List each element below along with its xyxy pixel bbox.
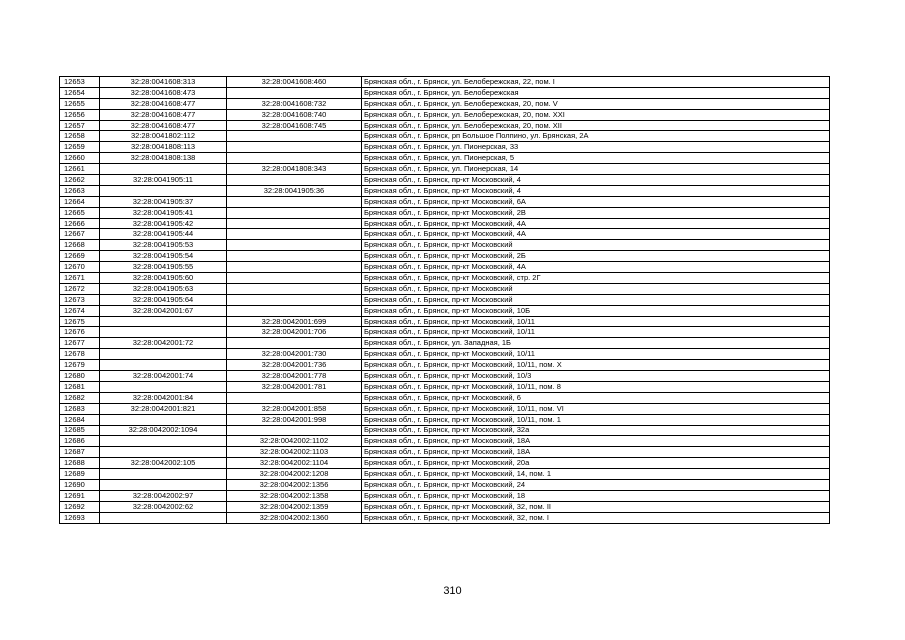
object-cadastral-number-cell: 32:28:0042002:1360 — [227, 512, 362, 523]
address-cell: Брянская обл., г. Брянск, пр-кт Московский, 2В — [362, 207, 830, 218]
land-cadastral-number-cell — [100, 360, 227, 371]
address-cell: Брянская обл., г. Брянск, пр-кт Московский, 10/11, пом. VI — [362, 403, 830, 414]
table-row — [60, 283, 830, 294]
row-number-cell: 12657 — [60, 120, 100, 131]
table-row — [60, 512, 830, 523]
object-cadastral-number-cell — [227, 273, 362, 284]
land-cadastral-number-cell: 32:28:0042001:74 — [100, 371, 227, 382]
object-cadastral-number-cell — [227, 196, 362, 207]
object-cadastral-number-cell — [227, 262, 362, 273]
land-cadastral-number-cell: 32:28:0041808:113 — [100, 142, 227, 153]
row-number-cell: 12680 — [60, 371, 100, 382]
table-row — [60, 436, 830, 447]
address-cell: Брянская обл., г. Брянск, пр-кт Московский, 32а — [362, 425, 830, 436]
object-cadastral-number-cell — [227, 142, 362, 153]
land-cadastral-number-cell: 32:28:0041802:112 — [100, 131, 227, 142]
row-number-cell: 12692 — [60, 501, 100, 512]
land-cadastral-number-cell: 32:28:0041905:60 — [100, 273, 227, 284]
land-cadastral-number-cell — [100, 469, 227, 480]
address-cell: Брянская обл., г. Брянск, ул. Пионерская, 14 — [362, 164, 830, 175]
address-cell: Брянская обл., г. Брянск, пр-кт Московский, 10/3 — [362, 371, 830, 382]
address-cell: Брянская обл., г. Брянск, пр-кт Московский, 10/11, пом. 1 — [362, 414, 830, 425]
land-cadastral-number-cell — [100, 316, 227, 327]
object-cadastral-number-cell — [227, 251, 362, 262]
object-cadastral-number-cell: 32:28:0041608:460 — [227, 77, 362, 88]
object-cadastral-number-cell — [227, 425, 362, 436]
object-cadastral-number-cell — [227, 207, 362, 218]
row-number-cell: 12693 — [60, 512, 100, 523]
row-number-cell: 12678 — [60, 349, 100, 360]
address-cell: Брянская обл., г. Брянск, ул. Белобережская, 22, пом. I — [362, 77, 830, 88]
object-cadastral-number-cell: 32:28:0042002:1356 — [227, 479, 362, 490]
address-cell: Брянская обл., г. Брянск, пр-кт Московский, стр. 2Г — [362, 273, 830, 284]
land-cadastral-number-cell: 32:28:0041905:53 — [100, 240, 227, 251]
row-number-cell: 12660 — [60, 153, 100, 164]
address-cell: Брянская обл., г. Брянск, пр-кт Московский, 14, пом. 1 — [362, 469, 830, 480]
row-number-cell: 12685 — [60, 425, 100, 436]
object-cadastral-number-cell — [227, 283, 362, 294]
table-row — [60, 425, 830, 436]
land-cadastral-number-cell — [100, 479, 227, 490]
row-number-cell: 12670 — [60, 262, 100, 273]
land-cadastral-number-cell: 32:28:0042002:1094 — [100, 425, 227, 436]
object-cadastral-number-cell: 32:28:0041608:745 — [227, 120, 362, 131]
address-cell: Брянская обл., г. Брянск, пр-кт Московский, 10/11, пом. X — [362, 360, 830, 371]
row-number-cell: 12663 — [60, 185, 100, 196]
table-row — [60, 251, 830, 262]
row-number-cell: 12668 — [60, 240, 100, 251]
address-cell: Брянская обл., г. Брянск, пр-кт Московский, 32, пом. II — [362, 501, 830, 512]
address-cell: Брянская обл., г. Брянск, пр-кт Московский, 4А — [362, 218, 830, 229]
object-cadastral-number-cell: 32:28:0042001:706 — [227, 327, 362, 338]
address-cell: Брянская обл., г. Брянск, ул. Пионерская, 33 — [362, 142, 830, 153]
row-number-cell: 12671 — [60, 273, 100, 284]
table-row — [60, 349, 830, 360]
land-cadastral-number-cell: 32:28:0041905:44 — [100, 229, 227, 240]
address-cell: Брянская обл., г. Брянск, ул. Белобережская, 20, пом. XXI — [362, 109, 830, 120]
object-cadastral-number-cell — [227, 87, 362, 98]
object-cadastral-number-cell: 32:28:0042002:1359 — [227, 501, 362, 512]
land-cadastral-number-cell: 32:28:0042001:72 — [100, 338, 227, 349]
row-number-cell: 12654 — [60, 87, 100, 98]
table-row — [60, 371, 830, 382]
table-row — [60, 316, 830, 327]
land-cadastral-number-cell: 32:28:0041905:42 — [100, 218, 227, 229]
land-cadastral-number-cell: 32:28:0041608:477 — [100, 109, 227, 120]
table-row — [60, 196, 830, 207]
object-cadastral-number-cell: 32:28:0042001:781 — [227, 381, 362, 392]
table-body — [60, 77, 830, 524]
row-number-cell: 12659 — [60, 142, 100, 153]
row-number-cell: 12658 — [60, 131, 100, 142]
address-cell: Брянская обл., г. Брянск, пр-кт Московский, 4 — [362, 175, 830, 186]
row-number-cell: 12665 — [60, 207, 100, 218]
object-cadastral-number-cell — [227, 240, 362, 251]
table-row — [60, 490, 830, 501]
address-cell: Брянская обл., г. Брянск, пр-кт Московский, 6А — [362, 196, 830, 207]
address-cell: Брянская обл., г. Брянск, ул. Пионерская, 5 — [362, 153, 830, 164]
object-cadastral-number-cell: 32:28:0041608:732 — [227, 98, 362, 109]
land-cadastral-number-cell — [100, 381, 227, 392]
object-cadastral-number-cell: 32:28:0041808:343 — [227, 164, 362, 175]
row-number-cell: 12664 — [60, 196, 100, 207]
table-row — [60, 142, 830, 153]
table-row — [60, 469, 830, 480]
land-cadastral-number-cell: 32:28:0041608:477 — [100, 120, 227, 131]
address-cell: Брянская обл., г. Брянск, пр-кт Московский, 10/11 — [362, 316, 830, 327]
row-number-cell: 12681 — [60, 381, 100, 392]
row-number-cell: 12687 — [60, 447, 100, 458]
row-number-cell: 12653 — [60, 77, 100, 88]
land-cadastral-number-cell: 32:28:0042001:821 — [100, 403, 227, 414]
land-cadastral-number-cell: 32:28:0041608:477 — [100, 98, 227, 109]
table-row — [60, 87, 830, 98]
object-cadastral-number-cell — [227, 175, 362, 186]
table-row — [60, 175, 830, 186]
address-cell: Брянская обл., г. Брянск, пр-кт Московский, 2Б — [362, 251, 830, 262]
object-cadastral-number-cell: 32:28:0042001:730 — [227, 349, 362, 360]
address-cell: Брянская обл., г. Брянск, пр-кт Московский — [362, 294, 830, 305]
row-number-cell: 12688 — [60, 458, 100, 469]
object-cadastral-number-cell: 32:28:0042002:1104 — [227, 458, 362, 469]
table-row — [60, 294, 830, 305]
address-cell: Брянская обл., г. Брянск, ул. Белобережская — [362, 87, 830, 98]
row-number-cell: 12669 — [60, 251, 100, 262]
land-cadastral-number-cell: 32:28:0041905:11 — [100, 175, 227, 186]
property-table — [59, 76, 830, 524]
address-cell: Брянская обл., г. Брянск, пр-кт Московский, 10/11, пом. 8 — [362, 381, 830, 392]
table-row — [60, 262, 830, 273]
object-cadastral-number-cell: 32:28:0041905:36 — [227, 185, 362, 196]
table-row — [60, 229, 830, 240]
address-cell: Брянская обл., г. Брянск, рп Большое Полпино, ул. Брянская, 2А — [362, 131, 830, 142]
object-cadastral-number-cell — [227, 338, 362, 349]
object-cadastral-number-cell: 32:28:0042001:858 — [227, 403, 362, 414]
land-cadastral-number-cell: 32:28:0042002:97 — [100, 490, 227, 501]
land-cadastral-number-cell: 32:28:0041905:54 — [100, 251, 227, 262]
land-cadastral-number-cell — [100, 447, 227, 458]
object-cadastral-number-cell: 32:28:0042002:1208 — [227, 469, 362, 480]
row-number-cell: 12672 — [60, 283, 100, 294]
land-cadastral-number-cell — [100, 414, 227, 425]
row-number-cell: 12667 — [60, 229, 100, 240]
table-row — [60, 240, 830, 251]
table-row — [60, 153, 830, 164]
row-number-cell: 12683 — [60, 403, 100, 414]
land-cadastral-number-cell: 32:28:0041608:473 — [100, 87, 227, 98]
land-cadastral-number-cell — [100, 436, 227, 447]
table-row — [60, 218, 830, 229]
table-row — [60, 327, 830, 338]
table-row — [60, 98, 830, 109]
address-cell: Брянская обл., г. Брянск, пр-кт Московский, 18 — [362, 490, 830, 501]
table-row — [60, 447, 830, 458]
row-number-cell: 12679 — [60, 360, 100, 371]
land-cadastral-number-cell: 32:28:0042002:105 — [100, 458, 227, 469]
object-cadastral-number-cell: 32:28:0042001:736 — [227, 360, 362, 371]
table-row — [60, 338, 830, 349]
address-cell: Брянская обл., г. Брянск, пр-кт Московский, 32, пом. I — [362, 512, 830, 523]
land-cadastral-number-cell: 32:28:0042001:67 — [100, 305, 227, 316]
row-number-cell: 12674 — [60, 305, 100, 316]
object-cadastral-number-cell: 32:28:0041608:740 — [227, 109, 362, 120]
land-cadastral-number-cell: 32:28:0041808:138 — [100, 153, 227, 164]
land-cadastral-number-cell — [100, 512, 227, 523]
land-cadastral-number-cell: 32:28:0041608:313 — [100, 77, 227, 88]
table-row — [60, 164, 830, 175]
object-cadastral-number-cell: 32:28:0042001:778 — [227, 371, 362, 382]
address-cell: Брянская обл., г. Брянск, ул. Белобережская, 20, пом. XII — [362, 120, 830, 131]
table-row — [60, 207, 830, 218]
land-cadastral-number-cell: 32:28:0042002:62 — [100, 501, 227, 512]
land-cadastral-number-cell — [100, 327, 227, 338]
object-cadastral-number-cell — [227, 153, 362, 164]
table-row — [60, 185, 830, 196]
row-number-cell: 12655 — [60, 98, 100, 109]
address-cell: Брянская обл., г. Брянск, пр-кт Московский, 20а — [362, 458, 830, 469]
table-row — [60, 77, 830, 88]
object-cadastral-number-cell — [227, 131, 362, 142]
address-cell: Брянская обл., г. Брянск, пр-кт Московский, 10Б — [362, 305, 830, 316]
address-cell: Брянская обл., г. Брянск, пр-кт Московский, 18А — [362, 447, 830, 458]
row-number-cell: 12656 — [60, 109, 100, 120]
table-row — [60, 120, 830, 131]
table-row — [60, 392, 830, 403]
land-cadastral-number-cell: 32:28:0041905:64 — [100, 294, 227, 305]
table-row — [60, 273, 830, 284]
land-cadastral-number-cell: 32:28:0041905:41 — [100, 207, 227, 218]
row-number-cell: 12675 — [60, 316, 100, 327]
address-cell: Брянская обл., г. Брянск, пр-кт Московский, 10/11 — [362, 327, 830, 338]
address-cell: Брянская обл., г. Брянск, пр-кт Московский — [362, 283, 830, 294]
object-cadastral-number-cell — [227, 294, 362, 305]
object-cadastral-number-cell — [227, 218, 362, 229]
land-cadastral-number-cell: 32:28:0041905:63 — [100, 283, 227, 294]
address-cell: Брянская обл., г. Брянск, ул. Западная, 1Б — [362, 338, 830, 349]
address-cell: Брянская обл., г. Брянск, пр-кт Московский, 6 — [362, 392, 830, 403]
row-number-cell: 12677 — [60, 338, 100, 349]
land-cadastral-number-cell — [100, 349, 227, 360]
table-row — [60, 305, 830, 316]
object-cadastral-number-cell — [227, 305, 362, 316]
row-number-cell: 12690 — [60, 479, 100, 490]
address-cell: Брянская обл., г. Брянск, пр-кт Московский, 10/11 — [362, 349, 830, 360]
table-row — [60, 360, 830, 371]
row-number-cell: 12676 — [60, 327, 100, 338]
address-cell: Брянская обл., г. Брянск, ул. Белобережская, 20, пом. V — [362, 98, 830, 109]
object-cadastral-number-cell: 32:28:0042001:998 — [227, 414, 362, 425]
table-row — [60, 131, 830, 142]
row-number-cell: 12684 — [60, 414, 100, 425]
address-cell: Брянская обл., г. Брянск, пр-кт Московский, 24 — [362, 479, 830, 490]
table-row — [60, 403, 830, 414]
table-row — [60, 109, 830, 120]
row-number-cell: 12666 — [60, 218, 100, 229]
object-cadastral-number-cell: 32:28:0042002:1103 — [227, 447, 362, 458]
address-cell: Брянская обл., г. Брянск, пр-кт Московский, 4А — [362, 229, 830, 240]
land-cadastral-number-cell: 32:28:0041905:55 — [100, 262, 227, 273]
land-cadastral-number-cell: 32:28:0041905:37 — [100, 196, 227, 207]
row-number-cell: 12691 — [60, 490, 100, 501]
land-cadastral-number-cell — [100, 185, 227, 196]
row-number-cell: 12662 — [60, 175, 100, 186]
object-cadastral-number-cell: 32:28:0042001:699 — [227, 316, 362, 327]
row-number-cell: 12661 — [60, 164, 100, 175]
row-number-cell: 12689 — [60, 469, 100, 480]
row-number-cell: 12673 — [60, 294, 100, 305]
land-cadastral-number-cell — [100, 164, 227, 175]
object-cadastral-number-cell: 32:28:0042002:1102 — [227, 436, 362, 447]
land-cadastral-number-cell: 32:28:0042001:84 — [100, 392, 227, 403]
object-cadastral-number-cell — [227, 392, 362, 403]
row-number-cell: 12686 — [60, 436, 100, 447]
table-row — [60, 501, 830, 512]
table-row — [60, 381, 830, 392]
address-cell: Брянская обл., г. Брянск, пр-кт Московский, 18А — [362, 436, 830, 447]
row-number-cell: 12682 — [60, 392, 100, 403]
address-cell: Брянская обл., г. Брянск, пр-кт Московский — [362, 240, 830, 251]
object-cadastral-number-cell — [227, 229, 362, 240]
address-cell: Брянская обл., г. Брянск, пр-кт Московский, 4 — [362, 185, 830, 196]
table-row — [60, 479, 830, 490]
page-number: 310 — [443, 585, 462, 597]
table-row — [60, 414, 830, 425]
address-cell: Брянская обл., г. Брянск, пр-кт Московский, 4А — [362, 262, 830, 273]
table-row — [60, 458, 830, 469]
object-cadastral-number-cell: 32:28:0042002:1358 — [227, 490, 362, 501]
